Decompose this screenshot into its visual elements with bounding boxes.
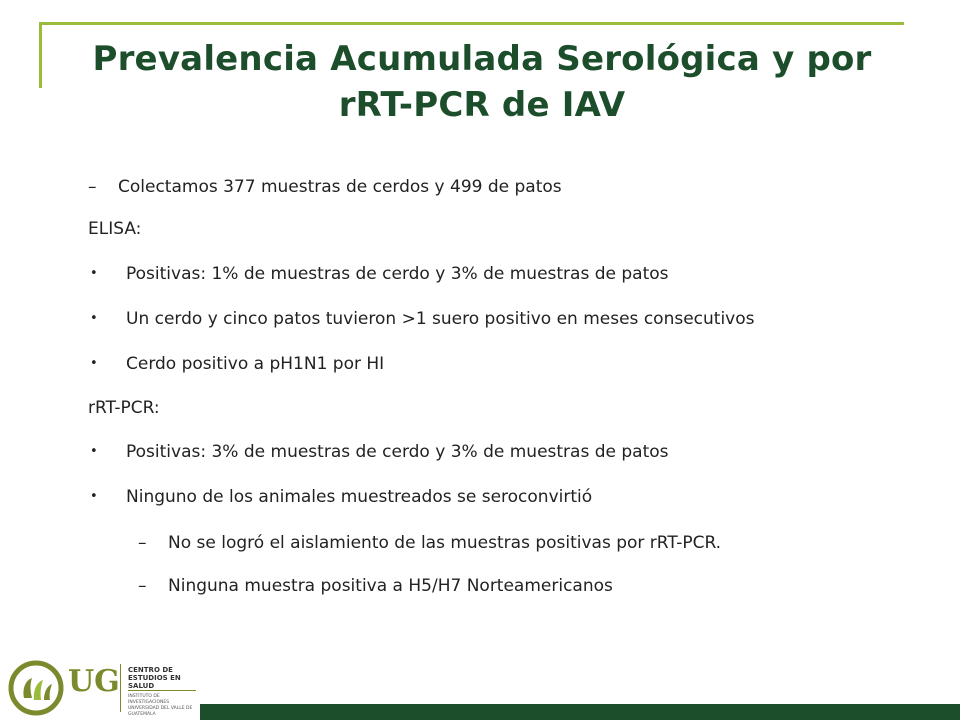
bullet-marker: • bbox=[90, 311, 98, 326]
dash-marker: – bbox=[138, 576, 147, 596]
footer-bar bbox=[200, 704, 960, 720]
logo-sub-line2: UNIVERSIDAD DEL VALLE DE GUATEMALA bbox=[128, 706, 193, 717]
sub-item-isolation: No se logró el aislamiento de las muestras positivas por rRT-PCR. bbox=[168, 533, 722, 553]
list-item-seroconversion: Ninguno de los animales muestreados se seroconvirtió bbox=[126, 487, 593, 507]
section-heading-elisa: ELISA: bbox=[88, 219, 142, 239]
logo-sub-line1: INSTITUTO DE INVESTIGACIONES bbox=[128, 694, 170, 705]
bullet-marker: • bbox=[90, 356, 98, 371]
list-item-collection: Colectamos 377 muestras de cerdos y 499 de patos bbox=[118, 177, 562, 197]
list-item-elisa-positives: Positivas: 1% de muestras de cerdo y 3% de muestras de patos bbox=[126, 264, 669, 284]
frame-accent-left bbox=[39, 22, 42, 88]
logo-center-line2: ESTUDIOS EN SALUD bbox=[128, 674, 181, 690]
institution-logo bbox=[8, 660, 198, 718]
dash-marker: – bbox=[138, 533, 147, 553]
ces-leaf-logo-icon bbox=[8, 660, 64, 716]
bullet-marker: • bbox=[90, 444, 98, 459]
bullet-marker: • bbox=[90, 266, 98, 281]
slide-title-line1: Prevalencia Acumulada Serológica y por bbox=[92, 39, 872, 79]
list-item-consecutive-positive: Un cerdo y cinco patos tuvieron >1 suero positivo en meses consecutivos bbox=[126, 309, 755, 329]
logo-divider bbox=[120, 664, 121, 712]
frame-accent-top bbox=[39, 22, 904, 25]
logo-rule bbox=[128, 690, 196, 691]
ug-wordmark: UG bbox=[68, 664, 120, 699]
logo-center-line1: CENTRO DE bbox=[128, 666, 173, 674]
list-item-ph1n1: Cerdo positivo a pH1N1 por HI bbox=[126, 354, 385, 374]
slide-title bbox=[62, 36, 902, 128]
list-item-rrtpcr-positives: Positivas: 3% de muestras de cerdo y 3% de muestras de patos bbox=[126, 442, 669, 462]
section-heading-rrtpcr: rRT-PCR: bbox=[88, 398, 160, 418]
bullet-marker: • bbox=[90, 489, 98, 504]
slide-title-line2: rRT-PCR de IAV bbox=[338, 85, 626, 125]
dash-marker: – bbox=[88, 177, 97, 197]
sub-item-h5h7: Ninguna muestra positiva a H5/H7 Norteamericanos bbox=[168, 576, 613, 596]
logo-center-name bbox=[128, 666, 198, 690]
logo-subtext bbox=[128, 694, 198, 718]
